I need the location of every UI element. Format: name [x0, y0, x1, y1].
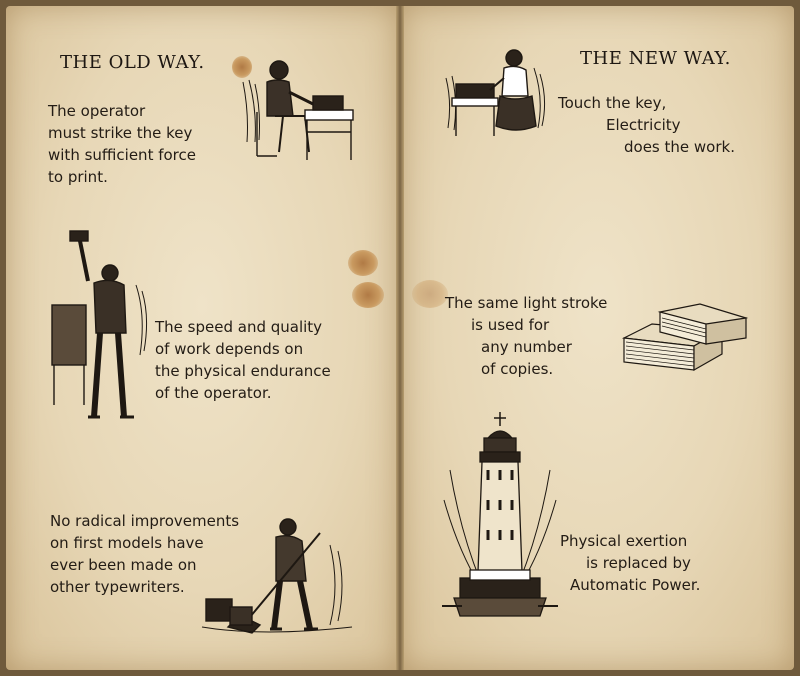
text-line: to print.	[48, 168, 108, 186]
old-way-text-2	[155, 316, 331, 404]
text-line: Touch the key,	[558, 94, 667, 112]
text-line: ever been made on	[50, 556, 197, 574]
text-line: Electricity	[606, 116, 681, 134]
text-line: of the operator.	[155, 384, 272, 402]
man-at-typewriter-illustration	[235, 52, 360, 162]
man-lifting-dumbbell-illustration	[50, 225, 150, 425]
text-line: the physical endurance	[155, 362, 331, 380]
new-way-text-2	[445, 292, 607, 380]
right-heading: THE NEW WAY.	[580, 48, 731, 69]
text-line: with sufficient force	[48, 146, 196, 164]
stain-mark	[412, 280, 448, 308]
old-way-text-1	[48, 100, 196, 188]
text-line: The operator	[48, 102, 146, 120]
page-gutter	[396, 6, 404, 670]
power-tower-typewriter-illustration	[440, 410, 560, 630]
text-line: is used for	[471, 316, 550, 334]
text-line: other typewriters.	[50, 578, 185, 596]
text-line: on first models have	[50, 534, 204, 552]
paper-stack-illustration	[620, 298, 750, 373]
text-line: Automatic Power.	[570, 576, 701, 594]
left-heading: THE OLD WAY.	[60, 52, 205, 73]
text-line: must strike the key	[48, 124, 193, 142]
stain-mark	[352, 282, 384, 308]
new-way-text-3	[560, 530, 700, 596]
stain-mark	[348, 250, 378, 276]
text-line: Physical exertion	[560, 532, 688, 550]
text-line: does the work.	[624, 138, 735, 156]
text-line: is replaced by	[586, 554, 691, 572]
text-line: of copies.	[481, 360, 554, 378]
man-sweeping-typewriters-illustration	[200, 515, 360, 640]
woman-at-typewriter-illustration	[442, 48, 552, 140]
text-line: No radical improvements	[50, 512, 240, 530]
text-line: The same light stroke	[445, 294, 608, 312]
text-line: any number	[481, 338, 572, 356]
text-line: The speed and quality	[155, 318, 323, 336]
text-line: of work depends on	[155, 340, 304, 358]
new-way-text-1	[558, 92, 735, 158]
